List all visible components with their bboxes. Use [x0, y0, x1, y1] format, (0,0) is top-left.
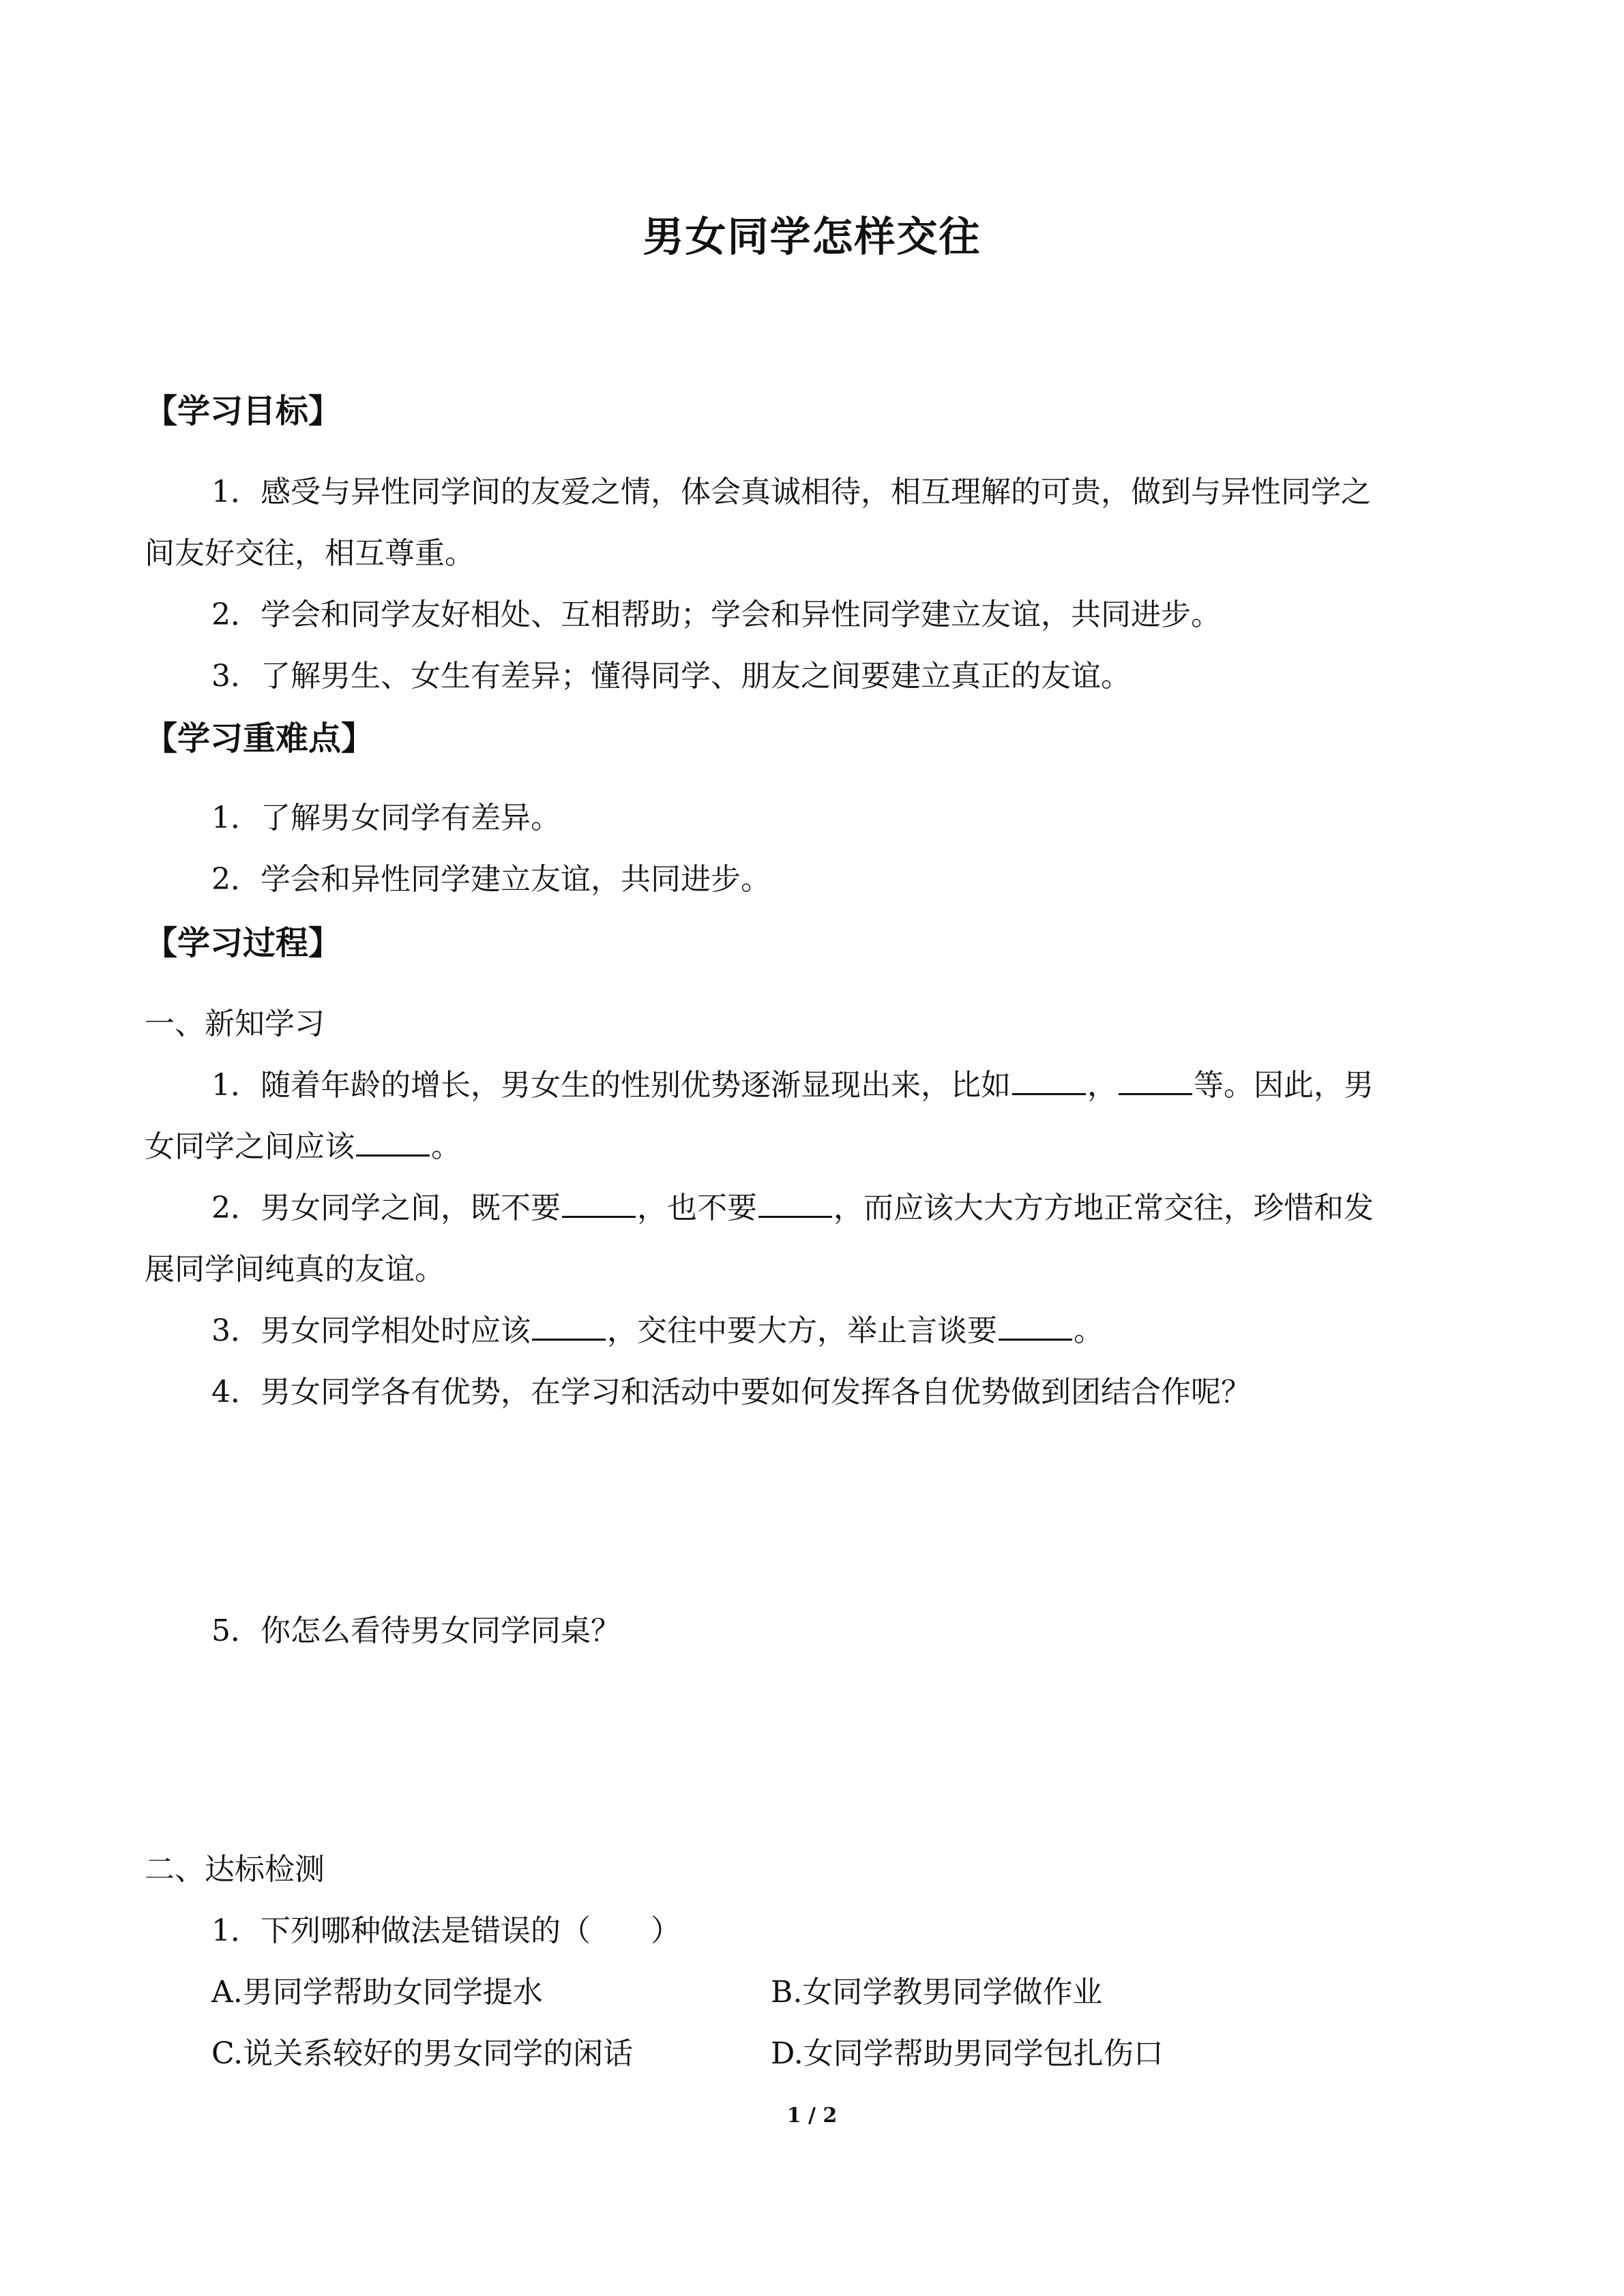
part-2-title: 二、达标检测: [145, 1852, 325, 1887]
page-title: 男女同学怎样交往: [643, 213, 981, 261]
option-b[interactable]: B.女同学教男同学做作业: [771, 1975, 1103, 2010]
question-3-text-a: 3．男女同学相处时应该: [211, 1313, 531, 1348]
question-1-line-1: [211, 1065, 1374, 1106]
question-3: [211, 1311, 1104, 1352]
question-2-line-1: [211, 1188, 1374, 1229]
question-4: 4．男女同学各有优势，在学习和活动中要如何发挥各自优势做到团结合作呢？: [211, 1375, 1251, 1410]
question-3-text-b: ，交往中要大方，举止言谈要: [607, 1313, 997, 1348]
question-1-line-2: [145, 1127, 461, 1167]
question-2-text-c: ，而应该大大方方地正常交往，珍惜和发: [833, 1191, 1374, 1225]
question-5: 5．你怎么看待男女同学同桌？: [211, 1613, 621, 1648]
test-question-1: 1．下列哪种做法是错误的（ ）: [211, 1913, 681, 1948]
option-c[interactable]: C.说关系较好的男女同学的闲话: [211, 2036, 634, 2071]
option-a[interactable]: A.男同学帮助女同学提水: [211, 1975, 543, 2010]
question-2-line-2: 展同学间纯真的友谊。: [145, 1252, 445, 1287]
part-1-title: 一、新知学习: [145, 1007, 325, 1041]
key-point-item-2: 2．学会和异性同学建立友谊，共同进步。: [211, 862, 771, 897]
answer-blank[interactable]: [758, 1189, 832, 1218]
question-3-text-c: 。: [1074, 1313, 1104, 1348]
heading-learning-goals: 【学习目标】: [145, 392, 342, 430]
question-1-text-e: 。: [431, 1129, 461, 1164]
question-2-text-b: ，也不要: [637, 1191, 757, 1225]
key-point-item-1: 1．了解男女同学有差异。: [211, 801, 561, 835]
question-1-text-c: 等。因此，男: [1194, 1068, 1374, 1103]
goal-item-2: 2．学会和同学友好相处、互相帮助；学会和异性同学建立友谊，共同进步。: [211, 597, 1221, 632]
goal-item-1-line-2: 间友好交往，相互尊重。: [145, 536, 475, 571]
question-1-text-d: 女同学之间应该: [145, 1129, 355, 1164]
question-1-text-b: ，: [1087, 1068, 1117, 1103]
answer-blank[interactable]: [356, 1127, 430, 1157]
answer-blank[interactable]: [562, 1189, 636, 1218]
answer-blank[interactable]: [1119, 1066, 1192, 1095]
question-2-text-a: 2．男女同学之间，既不要: [211, 1191, 561, 1225]
question-1-text-a: 1．随着年龄的增长，男女生的性别优势逐渐显现出来，比如: [211, 1068, 1011, 1103]
answer-blank[interactable]: [1012, 1066, 1086, 1095]
page-number: 1 / 2: [786, 2104, 838, 2128]
answer-blank[interactable]: [999, 1311, 1072, 1341]
goal-item-1-line-1: 1．感受与异性同学间的友爱之情，体会真诚相待，相互理解的可贵，做到与异性同学之: [211, 475, 1371, 509]
option-d[interactable]: D.女同学帮助男同学包扎伤口: [771, 2036, 1164, 2071]
answer-blank[interactable]: [532, 1311, 606, 1341]
goal-item-3: 3．了解男生、女生有差异；懂得同学、朋友之间要建立真正的友谊。: [211, 659, 1131, 694]
heading-learning-process: 【学习过程】: [145, 924, 342, 962]
heading-key-points: 【学习重难点】: [145, 719, 374, 758]
